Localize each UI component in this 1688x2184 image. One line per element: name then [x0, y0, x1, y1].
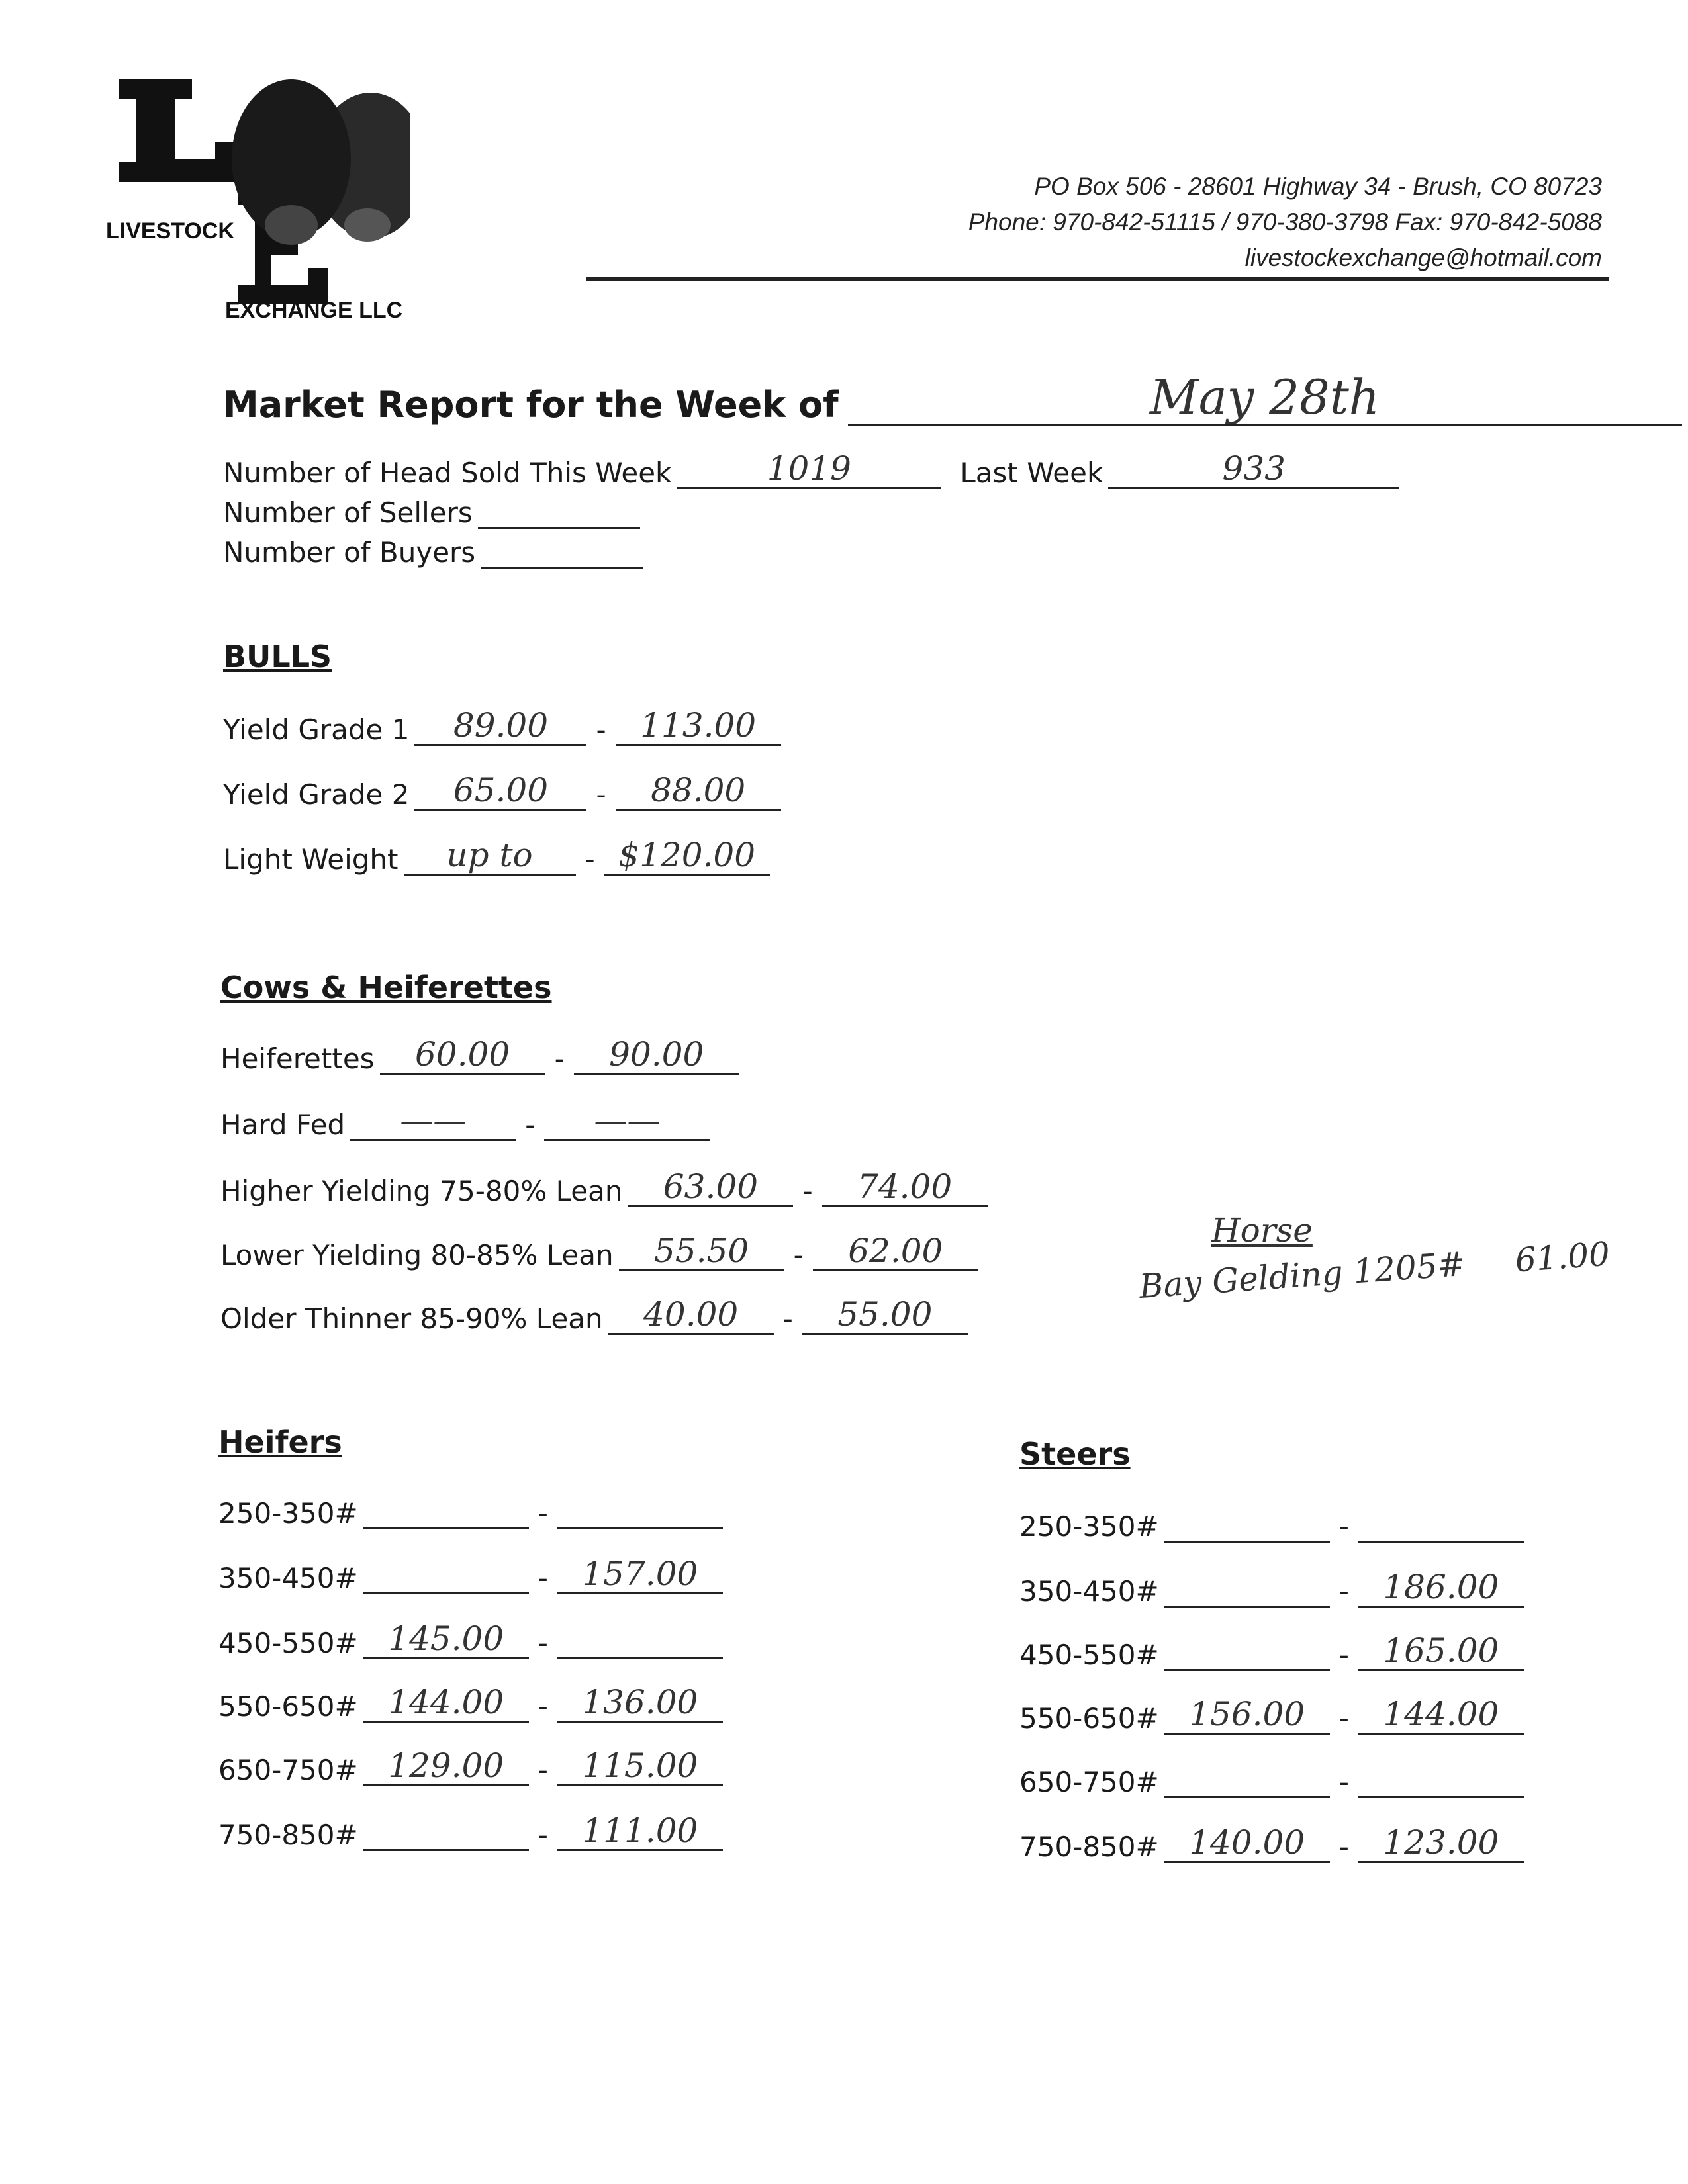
low-price-field — [414, 772, 586, 811]
low-price-field — [414, 707, 586, 746]
high-price-field — [616, 707, 781, 746]
high-price-value: 115.00 — [582, 1747, 698, 1785]
range-dash: - — [1338, 1510, 1349, 1543]
high-price-value: 165.00 — [1383, 1631, 1499, 1670]
range-dash: - — [793, 1239, 804, 1271]
low-price-field — [363, 1490, 529, 1529]
sellers-field — [478, 496, 640, 529]
address: PO Box 506 - 28601 Highway 34 - Brush, CO 80723 — [1034, 173, 1602, 200]
high-price-value: 74.00 — [857, 1167, 953, 1206]
low-price-field — [363, 1812, 529, 1851]
high-price-value: 111.00 — [582, 1811, 698, 1850]
contact-info — [968, 169, 1602, 276]
low-price-field — [1164, 1824, 1330, 1863]
row-label: 650-750# — [218, 1754, 358, 1786]
high-price-field — [616, 772, 781, 811]
high-price-field — [1358, 1824, 1524, 1863]
range-dash: - — [538, 1562, 548, 1594]
row-label: 750-850# — [1019, 1831, 1159, 1863]
last-week-value: 933 — [1222, 449, 1286, 488]
cows-price-row — [220, 1296, 968, 1335]
low-price-value: 60.00 — [414, 1035, 510, 1073]
low-price-value: —— — [400, 1101, 467, 1140]
steers-price-row — [1019, 1504, 1524, 1543]
low-price-value: 65.00 — [453, 771, 549, 809]
heifers-price-row — [218, 1620, 723, 1659]
low-price-value: 63.00 — [663, 1167, 759, 1206]
high-price-value: 55.00 — [837, 1295, 933, 1334]
row-label: 550-650# — [1019, 1702, 1159, 1735]
low-price-field — [350, 1102, 516, 1141]
high-price-field — [557, 1684, 723, 1723]
low-price-value: 55.50 — [654, 1232, 749, 1270]
high-price-value: 88.00 — [651, 771, 746, 809]
range-dash: - — [554, 1042, 565, 1075]
low-price-value: 156.00 — [1189, 1695, 1305, 1733]
row-label: 550-650# — [218, 1690, 358, 1723]
phone-fax: Phone: 970-842-51115 / 970-380-3798 Fax: 970-842-5088 — [968, 208, 1602, 236]
high-price-field — [544, 1102, 710, 1141]
bulls-section-title: BULLS — [223, 639, 332, 674]
low-price-value: 145.00 — [388, 1619, 504, 1658]
range-dash: - — [596, 713, 606, 746]
low-price-field — [380, 1036, 545, 1075]
logo-livestock-text: LIVESTOCK — [106, 218, 234, 244]
low-price-value: 89.00 — [453, 706, 549, 745]
buyers-field — [481, 536, 643, 569]
high-price-value: $120.00 — [618, 836, 756, 874]
horse-price: 61.00 — [1513, 1234, 1611, 1280]
cows-price-row — [220, 1168, 988, 1207]
cows-price-row — [220, 1036, 739, 1075]
cows-price-row — [220, 1102, 710, 1141]
buyers-row — [223, 536, 643, 569]
high-price-field — [1358, 1759, 1524, 1798]
row-label: 650-750# — [1019, 1766, 1159, 1798]
high-price-field — [557, 1555, 723, 1594]
steers-section-title: Steers — [1019, 1436, 1131, 1472]
row-label: Lower Yielding 80-85% Lean — [220, 1239, 614, 1271]
last-week-label: Last Week — [960, 457, 1103, 489]
company-logo — [106, 53, 410, 331]
high-price-field — [557, 1490, 723, 1529]
horse-title: Horse — [1211, 1211, 1313, 1250]
range-dash: - — [596, 778, 606, 811]
range-dash: - — [1338, 1575, 1349, 1608]
range-dash: - — [538, 1497, 548, 1529]
sellers-row — [223, 496, 640, 529]
high-price-value: 123.00 — [1383, 1823, 1499, 1862]
week-field — [848, 371, 1682, 426]
high-price-value: 157.00 — [582, 1555, 698, 1593]
row-label: Hard Fed — [220, 1109, 346, 1141]
high-price-value: 186.00 — [1383, 1568, 1499, 1606]
low-price-value: 140.00 — [1189, 1823, 1305, 1862]
heifers-price-row — [218, 1747, 723, 1786]
heifers-price-row — [218, 1555, 723, 1594]
heifers-price-row — [218, 1684, 723, 1723]
last-week-field — [1108, 450, 1399, 489]
high-price-field — [1358, 1504, 1524, 1543]
high-price-value: 90.00 — [609, 1035, 704, 1073]
row-label: 250-350# — [218, 1497, 358, 1529]
steers-price-row — [1019, 1824, 1524, 1863]
head-sold-field — [677, 450, 941, 489]
week-value: May 28th — [1150, 369, 1380, 425]
steers-price-row — [1019, 1696, 1524, 1735]
high-price-field — [557, 1747, 723, 1786]
low-price-field — [1164, 1504, 1330, 1543]
cows-section-title: Cows & Heiferettes — [220, 970, 552, 1005]
high-price-field — [574, 1036, 739, 1075]
range-dash: - — [585, 843, 595, 876]
high-price-field — [813, 1232, 978, 1271]
row-label: Higher Yielding 75-80% Lean — [220, 1175, 623, 1207]
heifers-section-title: Heifers — [218, 1424, 342, 1460]
buyers-label: Number of Buyers — [223, 536, 476, 569]
heifers-price-row — [218, 1490, 723, 1529]
bulls-price-row — [223, 837, 770, 876]
high-price-value: 113.00 — [640, 706, 757, 745]
head-sold-row — [223, 450, 1399, 489]
high-price-field — [604, 837, 770, 876]
row-label: Older Thinner 85-90% Lean — [220, 1302, 603, 1335]
row-label: Light Weight — [223, 843, 399, 876]
range-dash: - — [538, 1754, 548, 1786]
email: livestockexchange@hotmail.com — [1244, 244, 1602, 271]
row-label: 350-450# — [1019, 1575, 1159, 1608]
row-label: Yield Grade 2 — [223, 778, 410, 811]
low-price-field — [404, 837, 576, 876]
row-label: 250-350# — [1019, 1510, 1159, 1543]
low-price-field — [628, 1168, 793, 1207]
steers-price-row — [1019, 1569, 1524, 1608]
low-price-field — [363, 1620, 529, 1659]
bulls-price-row — [223, 707, 781, 746]
range-dash: - — [538, 1690, 548, 1723]
high-price-field — [1358, 1569, 1524, 1608]
steers-price-row — [1019, 1632, 1524, 1671]
low-price-value: 129.00 — [388, 1747, 504, 1785]
range-dash: - — [1338, 1831, 1349, 1863]
row-label: 450-550# — [1019, 1639, 1159, 1671]
row-label: Yield Grade 1 — [223, 713, 410, 746]
high-price-field — [1358, 1696, 1524, 1735]
range-dash: - — [1338, 1639, 1349, 1671]
report-title: Market Report for the Week of — [223, 384, 839, 426]
range-dash: - — [538, 1819, 548, 1851]
range-dash: - — [525, 1109, 536, 1141]
high-price-value: 144.00 — [1383, 1695, 1499, 1733]
low-price-field — [363, 1684, 529, 1723]
high-price-field — [1358, 1632, 1524, 1671]
low-price-field — [619, 1232, 784, 1271]
row-label: 350-450# — [218, 1562, 358, 1594]
high-price-field — [557, 1812, 723, 1851]
sellers-label: Number of Sellers — [223, 496, 473, 529]
report-title-row — [223, 371, 1682, 426]
low-price-field — [1164, 1632, 1330, 1671]
low-price-value: up to — [446, 836, 533, 874]
range-dash: - — [538, 1627, 548, 1659]
range-dash: - — [782, 1302, 793, 1335]
low-price-field — [1164, 1759, 1330, 1798]
low-price-field — [1164, 1569, 1330, 1608]
low-price-field — [363, 1747, 529, 1786]
logo-exchange-text: EXCHANGE LLC — [225, 298, 403, 323]
high-price-field — [557, 1620, 723, 1659]
high-price-value: —— — [594, 1101, 661, 1140]
range-dash: - — [1338, 1766, 1349, 1798]
heifers-price-row — [218, 1812, 723, 1851]
high-price-value: 136.00 — [582, 1683, 698, 1721]
row-label: Heiferettes — [220, 1042, 375, 1075]
low-price-value: 144.00 — [388, 1683, 504, 1721]
row-label: 750-850# — [218, 1819, 358, 1851]
cows-price-row — [220, 1232, 978, 1271]
range-dash: - — [1338, 1702, 1349, 1735]
low-price-value: 40.00 — [643, 1295, 739, 1334]
high-price-value: 62.00 — [848, 1232, 943, 1270]
bulls-price-row — [223, 772, 781, 811]
high-price-field — [802, 1296, 968, 1335]
header-divider — [586, 277, 1609, 281]
low-price-field — [608, 1296, 774, 1335]
low-price-field — [1164, 1696, 1330, 1735]
high-price-field — [822, 1168, 988, 1207]
low-price-field — [363, 1555, 529, 1594]
horse-description: Bay Gelding 1205# — [1137, 1244, 1467, 1306]
range-dash: - — [802, 1175, 813, 1207]
head-sold-label: Number of Head Sold This Week — [223, 457, 672, 489]
steers-price-row — [1019, 1759, 1524, 1798]
head-sold-value: 1019 — [767, 449, 851, 488]
horse-note — [1137, 1211, 1655, 1306]
row-label: 450-550# — [218, 1627, 358, 1659]
